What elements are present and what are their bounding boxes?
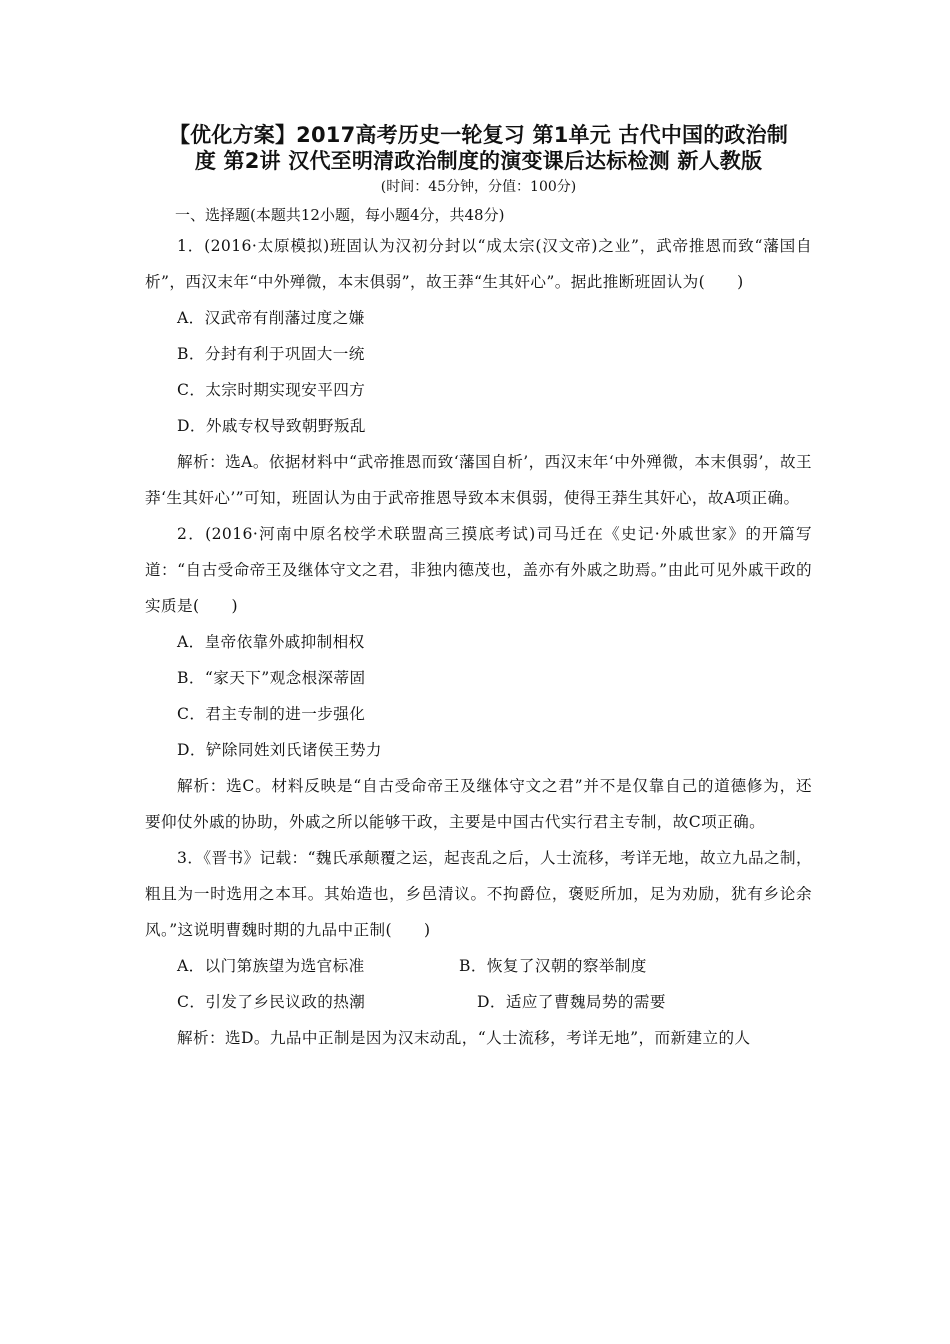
option-a: A．以门第族望为选官标准 [177,957,365,975]
option-b: B．分封有利于巩固大一统 [177,345,365,363]
option-d: D．铲除同姓刘氏诸侯王势力 [177,741,382,759]
question-stem: 1．(2016·太原模拟)班固认为汉初分封以“成太宗(汉文帝)之业”，武帝推恩而致“藩国自析”，西汉末年“中外殚微，本末俱弱”，故王莽“生其奸心”。据此推断班固认为( ) [145,237,812,291]
document-title [141,122,816,174]
option-c: C．引发了乡民议政的热潮 [177,993,366,1011]
time-score-info: (时间：45分钟，分值：100分) [380,179,577,195]
option-row-ab [145,948,812,984]
option-b: B．恢复了汉朝的察举制度 [459,957,647,975]
question-stem: 2．(2016·河南中原名校学术联盟高三摸底考试)司马迁在《史记·外戚世家》的开篇写道：“自古受命帝王及继体守文之君，非独内德茂也，盖亦有外戚之助焉。”由此可见外戚干政的实质是( ) [145,525,812,615]
option-a: A．汉武帝有削藩过度之嫌 [177,309,365,327]
question-3 [145,840,812,1056]
section-heading: 一、选择题(本题共12小题，每小题4分，共48分) [175,206,505,224]
option-row-cd [145,984,812,1020]
option-d: D．适应了曹魏局势的需要 [477,993,666,1011]
option-c: C．太宗时期实现安平四方 [177,381,366,399]
option-d: D．外戚专权导致朝野叛乱 [177,417,366,435]
title-line-2: 度 第2讲 汉代至明清政治制度的演变课后达标检测 新人教版 [194,149,763,173]
analysis: 解析：选D。九品中正制是因为汉末动乱，“人士流移，考详无地”，而新建立的人 [177,1029,751,1047]
title-line-1: 【优化方案】2017高考历史一轮复习 第1单元 古代中国的政治制 [168,123,789,147]
analysis: 解析：选A。依据材料中“武帝推恩而致‘藩国自析’，西汉末年‘中外殚微，本末俱弱’，故王莽‘生其奸心’”可知，班固认为由于武帝推恩导致本末俱弱，使得王莽生其奸心，故A项正确。 [145,453,812,507]
question-2 [145,516,812,840]
option-b: B．“家天下”观念根深蒂固 [177,669,366,687]
analysis: 解析：选C。材料反映是“自古受命帝王及继体守文之君”并不是仅靠自己的道德修为，还要仰仗外戚的协助，外戚之所以能够干政，主要是中国古代实行君主专制，故C项正确。 [145,777,812,831]
question-stem: 3．《晋书》记载：“魏氏承颠覆之运，起丧乱之后，人士流移，考详无地，故立九品之制，粗且为一时选用之本耳。其始造也，乡邑清议。不拘爵位，褒贬所加，足为劝励，犹有乡论余风。”这说明曹魏时期的九品中正制( ) [145,849,812,939]
question-1 [145,228,812,516]
option-c: C．君主专制的进一步强化 [177,705,366,723]
option-a: A．皇帝依靠外戚抑制相权 [177,633,365,651]
